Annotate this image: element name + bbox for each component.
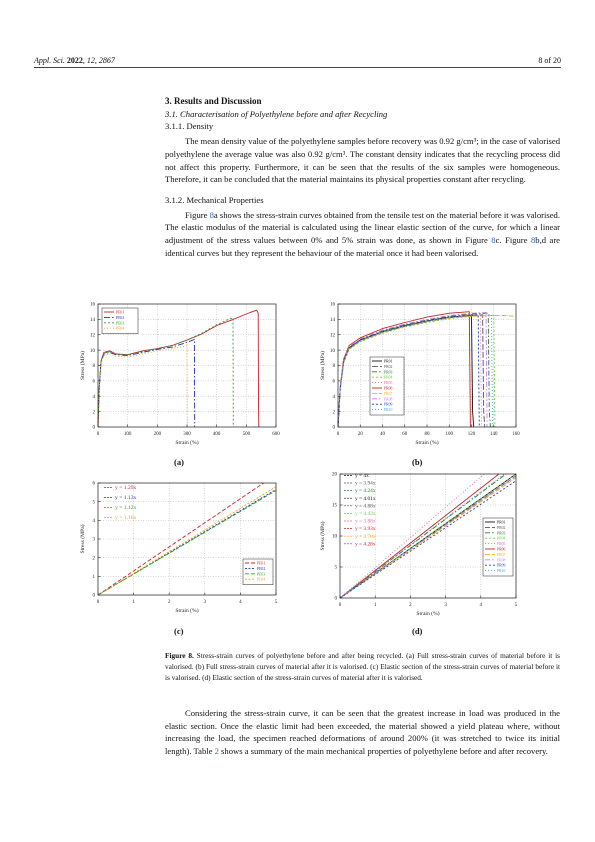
series-line-pr05 — [338, 314, 482, 427]
x-axis-label: Strain (%) — [175, 608, 199, 614]
x-tick-label: 40 — [380, 432, 385, 437]
caption-text: Stress-strain curves of polyethylene before and after being recycled. (a) Full stress-strain curves of material before it is valorised. (b) Full stress-strain curves of material after it is valorised. (c) Elastic section of the stress-strain curves of material before it is valorised. (d) Elastic section of the stress-strain curves of material after it is valorised. — [165, 651, 560, 682]
x-tick-label: 4 — [239, 600, 242, 605]
y-tick-label: 10 — [90, 348, 95, 354]
y-tick-label: 16 — [90, 302, 95, 308]
caption-label: Figure 8. — [165, 651, 194, 660]
y-tick-label: 8 — [92, 364, 95, 370]
section-title: 3. Results and Discussion — [165, 96, 262, 106]
x-tick-label: 400 — [212, 432, 221, 437]
x-tick-label: 5 — [274, 600, 278, 605]
x-tick-label: 120 — [467, 432, 476, 437]
mechanical-paragraph — [165, 209, 560, 260]
legend-label: PR10 — [497, 569, 506, 574]
y-tick-label: 0 — [332, 425, 335, 431]
x-tick-label: 500 — [242, 432, 251, 437]
chart-legend — [102, 308, 138, 334]
y-tick-label: 1 — [92, 575, 95, 581]
x-tick-label: 0 — [336, 432, 340, 437]
series-line-pr01 — [338, 316, 474, 428]
x-tick-label: 3 — [444, 603, 447, 608]
x-tick-label: 0 — [96, 600, 100, 605]
journal-name: Appl. Sci. — [34, 56, 65, 65]
figure-link[interactable]: 8 — [530, 235, 536, 246]
legend-label: PR01 — [497, 520, 506, 525]
fit-equation: y = 4.24x — [355, 488, 376, 495]
fit-equation: y = 3.88x — [355, 518, 376, 525]
x-tick-label: 0 — [96, 432, 100, 437]
y-tick-label: 20 — [332, 472, 337, 478]
x-tick-label: 140 — [490, 432, 498, 437]
x-tick-label: 600 — [272, 432, 280, 437]
legend-label: PR04 — [497, 536, 506, 541]
y-tick-label: 4 — [332, 394, 335, 400]
fit-equation: y = 4.01x — [355, 495, 376, 502]
legend-label: PR07 — [384, 391, 393, 396]
legend-label: PR05 — [384, 381, 393, 386]
x-tick-label: 5 — [514, 603, 518, 608]
fit-equation: y = 4.28x — [355, 541, 376, 548]
legend-label: PR03 — [384, 370, 393, 375]
x-tick-label: 60 — [402, 432, 408, 437]
series-line-pr02 — [338, 315, 485, 427]
y-tick-label: 4 — [92, 519, 95, 525]
table-link[interactable]: 2 — [214, 746, 219, 757]
x-tick-label: 200 — [153, 432, 162, 437]
y-axis-label: Stress (MPa) — [320, 521, 326, 551]
y-tick-label: 6 — [92, 481, 95, 487]
legend-label: PR08 — [384, 397, 393, 402]
journal-header — [34, 56, 115, 65]
legend-label: PR08 — [497, 558, 506, 563]
chart-panel-a — [78, 296, 290, 454]
panel-label-c: (c) — [174, 626, 184, 636]
y-tick-label: 5 — [92, 500, 95, 506]
legend-label: PR06 — [497, 547, 506, 552]
mech-text-c: c. Figure — [495, 235, 531, 246]
x-tick-label: 100 — [123, 432, 132, 437]
y-tick-label: 2 — [92, 556, 95, 562]
x-tick-label: 2 — [409, 603, 412, 608]
x-tick-label: 160 — [512, 432, 520, 437]
mech-text-d: b,d are identical curves but they represent the behaviour of the material once it had been valorised. — [165, 235, 560, 258]
plot-area — [79, 482, 278, 614]
legend-label: PE04 — [116, 326, 125, 331]
fit-equation: y = 3.93x — [355, 526, 376, 533]
legend-label: PR05 — [497, 542, 506, 547]
figure-caption — [165, 650, 560, 683]
x-axis-label: Strain (%) — [175, 440, 199, 446]
legend-label: PR10 — [384, 408, 393, 413]
x-tick-label: 4 — [479, 603, 483, 608]
x-tick-label: 20 — [357, 432, 363, 437]
fit-equation: y = 1.29x — [115, 485, 137, 491]
y-tick-label: 15 — [332, 503, 337, 509]
chart-panel-d — [318, 466, 530, 618]
y-tick-label: 5 — [334, 565, 337, 571]
y-tick-label: 8 — [332, 364, 335, 370]
density-paragraph: The mean density value of the polyethylene samples before recovery was 0.92 g/cm³; in the case of valorised polyethylene the average value was also 0.92 g/cm³. The constant density indicates that the recycling process did not affect this property. Furthermore, it can be seen that the results of the six samples were homogeneous. Therefore, it can be concluded that the material maintains its physical properties constant after recycling. — [165, 136, 560, 185]
x-tick-label: 3 — [203, 600, 207, 605]
y-axis-label: Stress (MPa) — [80, 350, 86, 381]
fit-equation: y = 1.13x — [115, 495, 137, 501]
y-tick-label: 10 — [332, 534, 337, 540]
section-results — [165, 95, 560, 259]
legend-label: PR01 — [384, 359, 393, 364]
y-tick-label: 3 — [92, 537, 95, 543]
legend-label: PR07 — [497, 552, 506, 557]
fit-equation: y = 3.94x — [355, 480, 376, 487]
x-tick-label: 0 — [338, 603, 342, 608]
legend-label: PR09 — [497, 563, 506, 568]
fit-equation: y = 4x — [355, 473, 369, 479]
y-tick-label: 12 — [330, 333, 335, 339]
x-axis-label: Strain (%) — [416, 611, 440, 617]
legend-label: PE03 — [257, 572, 266, 577]
fit-equation: y = 1.12x — [115, 505, 137, 511]
y-tick-label: 10 — [330, 348, 335, 354]
panel-label-b: (b) — [412, 457, 423, 467]
legend-label: PE01 — [116, 310, 125, 315]
chart-legend — [483, 518, 513, 576]
legend-label: PE03 — [116, 321, 125, 326]
panel-label-a: (a) — [174, 457, 184, 467]
closing-paragraph — [165, 707, 560, 758]
y-tick-label: 14 — [330, 318, 335, 324]
y-tick-label: 2 — [92, 410, 95, 416]
legend-label: PR04 — [384, 375, 393, 380]
x-tick-label: 1 — [373, 603, 377, 608]
journal-volume: , 12, 2867 — [82, 56, 115, 65]
y-tick-label: 6 — [332, 379, 335, 385]
legend-label: PE02 — [257, 566, 266, 571]
mech-text-a: Figure — [185, 209, 210, 220]
y-tick-label: 12 — [90, 333, 95, 339]
series-line-pr09 — [338, 315, 479, 427]
closing-text-b: shows a summary of the main mechanical properties of polyethylene before and after recovery. — [218, 746, 548, 757]
x-tick-label: 1 — [132, 600, 135, 605]
mech-text-b: a shows the stress-strain curves obtained from the tensile test on the material before it was valorised. The elastic modulus of the material is calculated using the linear elastic section of the curve, for which a linear adjustment of the stress values between 0% and 5% strain was done, as shown in Figure — [165, 209, 560, 246]
x-axis-label: Strain (%) — [415, 440, 439, 446]
subsection-title: 3.1. Characterisation of Polyethylene before and after Recycling — [165, 108, 388, 119]
legend-label: PE01 — [257, 561, 266, 566]
fit-equation: y = 3.78x — [355, 533, 376, 540]
legend-label: PE04 — [257, 577, 266, 582]
y-tick-label: 14 — [90, 318, 95, 324]
legend-label: PR02 — [384, 364, 393, 369]
chart-legend — [243, 559, 273, 585]
series-line-pr03 — [338, 313, 490, 427]
fit-equations — [104, 485, 137, 521]
y-tick-label: 16 — [330, 302, 335, 308]
y-tick-label: 0 — [92, 425, 95, 431]
y-axis-label: Stress (MPa) — [80, 524, 86, 554]
legend-label: PR02 — [497, 525, 506, 530]
y-tick-label: 2 — [332, 410, 335, 416]
closing-text — [165, 707, 560, 758]
plot-area — [319, 303, 520, 446]
chart-panel-c — [78, 475, 290, 617]
y-tick-label: 0 — [334, 596, 337, 602]
fit-equation: y = 4.88x — [355, 503, 376, 510]
x-tick-label: 80 — [424, 432, 430, 437]
legend-label: PR06 — [384, 386, 393, 391]
chart-panel-b — [318, 296, 530, 454]
fit-equation: y = 1.16x — [115, 515, 137, 521]
figure-link[interactable]: 8 — [491, 235, 496, 246]
fit-equation: y = 4.43x — [355, 511, 376, 517]
y-tick-label: 6 — [92, 379, 95, 385]
legend-label: PR09 — [384, 402, 393, 407]
panel-label-d: (d) — [412, 626, 423, 636]
figure-link[interactable]: 8 — [209, 209, 214, 220]
subsubsection-mechanical: 3.1.2. Mechanical Properties — [165, 194, 264, 205]
series-line-pe04 — [98, 346, 187, 428]
y-axis-label: Stress (MPa) — [320, 350, 326, 381]
x-tick-label: 2 — [167, 600, 171, 605]
chart-legend — [370, 357, 404, 415]
closing-text-a: Considering the stress-strain curve, it can be seen that the greatest increase in load was produced in the elastic section. Once the elastic limit had been exceeded, the material showed a yield plateau where, without increasing the load, the specimen reached deformations of around 200% (it was stretched to twice its initial length). Table — [165, 708, 560, 757]
y-tick-label: 4 — [92, 394, 95, 400]
y-tick-label: 0 — [92, 593, 95, 599]
header-rule — [34, 67, 561, 68]
subsubsection-density: 3.1.1. Density — [165, 121, 214, 132]
journal-year: 2022 — [66, 56, 83, 65]
fit-equations — [344, 473, 376, 547]
x-tick-label: 300 — [183, 432, 191, 437]
legend-label: PE02 — [116, 315, 125, 320]
page-number: 8 of 20 — [538, 56, 561, 65]
legend-label: PR03 — [497, 531, 506, 536]
x-tick-label: 100 — [445, 432, 453, 437]
